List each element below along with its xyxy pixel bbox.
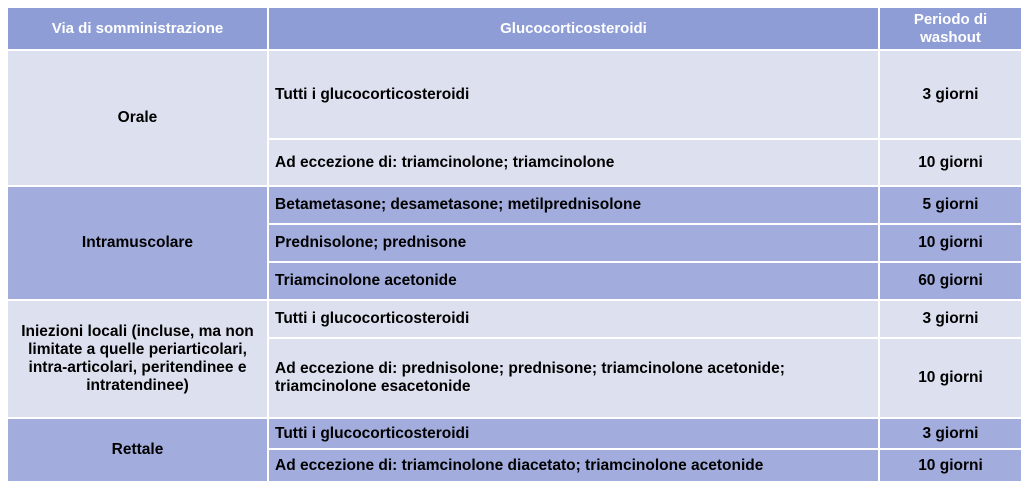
- period-cell: 10 giorni: [879, 338, 1022, 418]
- drug-cell: Ad eccezione di: triamcinolone diacetato; triamcinolone acetonide: [268, 449, 879, 482]
- period-cell: 10 giorni: [879, 139, 1022, 186]
- table-row: [7, 50, 1022, 139]
- route-cell-orale: Orale: [7, 50, 268, 186]
- period-cell: 10 giorni: [879, 449, 1022, 482]
- drug-cell: Betametasone; desametasone; metilprednisolone: [268, 186, 879, 224]
- header-route: Via di somministrazione: [7, 7, 268, 50]
- period-cell: 60 giorni: [879, 262, 1022, 300]
- route-cell-intramuscolare: Intramuscolare: [7, 186, 268, 300]
- period-cell: 5 giorni: [879, 186, 1022, 224]
- header-row: [7, 7, 1022, 50]
- washout-table: [6, 6, 1023, 483]
- drug-cell: Ad eccezione di: triamcinolone; triamcinolone: [268, 139, 879, 186]
- route-cell-iniezioni-locali: Iniezioni locali (incluse, ma non limitate a quelle periarticolari, intra-articolari, peritendinee e intratendinee): [7, 300, 268, 418]
- drug-cell: Triamcinolone acetonide: [268, 262, 879, 300]
- header-period: Periodo di washout: [879, 7, 1022, 50]
- drug-cell: Prednisolone; prednisone: [268, 224, 879, 262]
- period-cell: 3 giorni: [879, 300, 1022, 338]
- period-cell: 3 giorni: [879, 50, 1022, 139]
- drug-cell: Tutti i glucocorticosteroidi: [268, 300, 879, 338]
- table-row: [7, 418, 1022, 449]
- header-drug: Glucocorticosteroidi: [268, 7, 879, 50]
- drug-cell: Tutti i glucocorticosteroidi: [268, 50, 879, 139]
- period-cell: 10 giorni: [879, 224, 1022, 262]
- route-cell-rettale: Rettale: [7, 418, 268, 482]
- drug-cell: Tutti i glucocorticosteroidi: [268, 418, 879, 449]
- period-cell: 3 giorni: [879, 418, 1022, 449]
- table-row: [7, 300, 1022, 338]
- drug-cell: Ad eccezione di: prednisolone; prednisone; triamcinolone acetonide; triamcinolone esacetonide: [268, 338, 879, 418]
- table-row: [7, 186, 1022, 224]
